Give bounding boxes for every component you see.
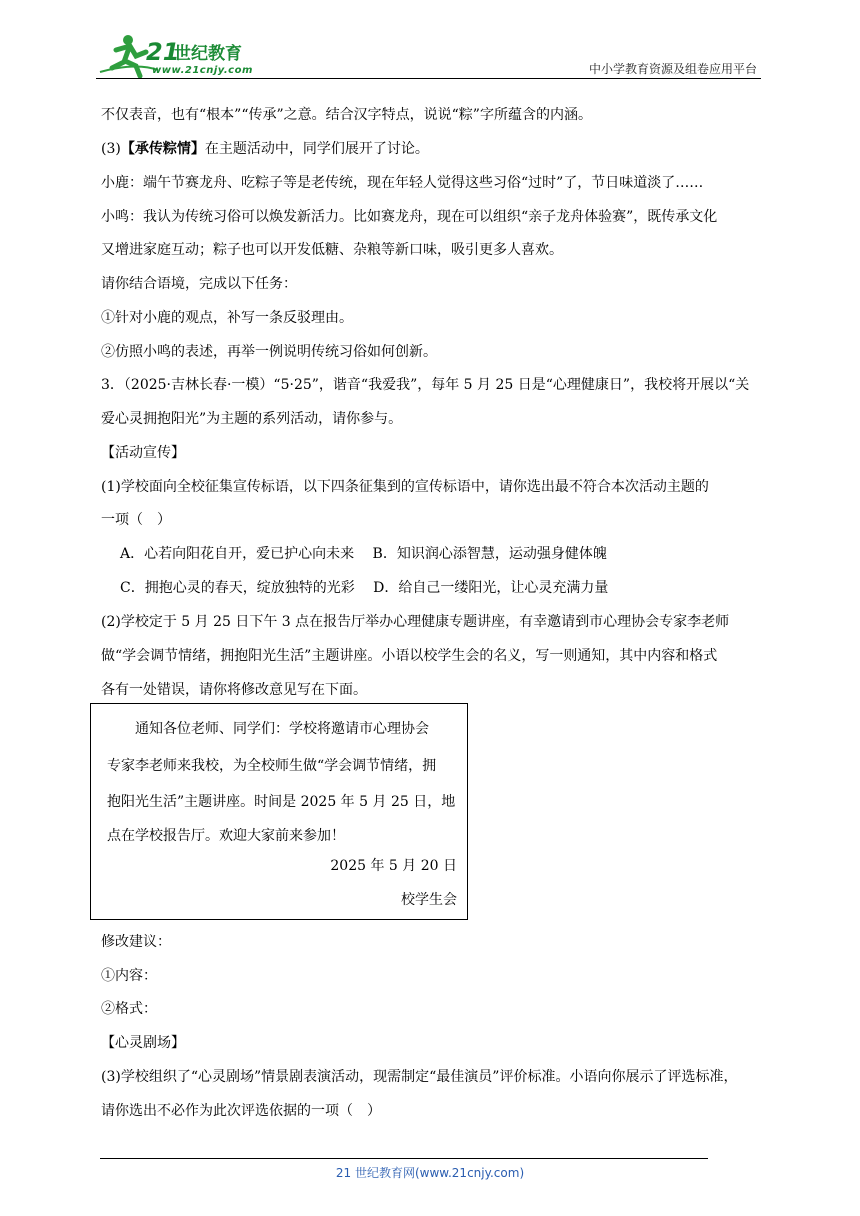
notice-date: 2025 年 5 月 20 日 <box>330 858 457 874</box>
text-line: 不仅表音，也有“根本”“传承”之意。结合汉字特点，说说“粽”字所蕴含的内涵。 <box>101 107 592 123</box>
text-line: 一项（ ） <box>101 512 171 528</box>
section-heading: 【心灵剧场】 <box>101 1035 185 1051</box>
notice-signer: 校学生会 <box>401 892 457 908</box>
footer-divider <box>100 1158 708 1159</box>
notice-line: 专家李老师来我校，为全校师生做“学会调节情绪，拥 <box>107 758 437 774</box>
text-line: 爱心灵拥抱阳光”为主题的系列活动，请你参与。 <box>101 411 403 427</box>
text-line: 各有一处错误，请你将修改意见写在下面。 <box>101 682 367 698</box>
header-divider <box>96 78 761 79</box>
notice-box <box>90 703 468 920</box>
text-line: (3)学校组织了“心灵剧场”情景剧表演活动，现需制定“最佳演员”评价标准。小语向你展示了评选标准， <box>101 1069 738 1085</box>
text-line: 请你结合语境，完成以下任务： <box>101 276 297 292</box>
svg-text:世纪教育: 世纪教育 <box>174 44 242 64</box>
answer-line-content: ①内容： <box>101 968 157 984</box>
text-line <box>101 139 429 159</box>
text-line: ②仿照小鸣的表述，再举一例说明传统习俗如何创新。 <box>101 344 437 360</box>
notice-line: 抱阳光生活”主题讲座。时间是 2025 年 5 月 25 日，地 <box>107 794 456 810</box>
answer-line-format: ②格式： <box>101 1001 157 1017</box>
text-line: 小鸣：我认为传统习俗可以焕发新活力。比如赛龙舟，现在可以组织“亲子龙舟体验赛”，既传承文化 <box>101 209 718 225</box>
text-line: (1)学校面向全校征集宣传标语，以下四条征集到的宣传标语中，请你选出最不符合本次活动主题的 <box>101 479 709 495</box>
section-heading: 【承传粽情】 <box>120 141 205 157</box>
notice-line: 通知各位老师、同学们：学校将邀请市心理协会 <box>135 721 429 737</box>
logo <box>96 32 266 78</box>
text-line: 修改建议： <box>101 934 171 950</box>
platform-name: 中小学教育资源及组卷应用平台 <box>588 62 757 76</box>
section-heading: 【活动宣传】 <box>101 445 185 461</box>
text-line: ①针对小鹿的观点，补写一条反驳理由。 <box>101 310 353 326</box>
svg-text:21: 21 <box>146 38 180 66</box>
text-segment: 在主题活动中，同学们展开了讨论。 <box>204 141 429 157</box>
text-line: 又增进家庭互动；粽子也可以开发低糖、杂粮等新口味，吸引更多人喜欢。 <box>101 242 563 258</box>
option-row: C．拥抱心灵的春天，绽放独特的光彩 D．给自己一缕阳光，让心灵充满力量 <box>120 580 609 596</box>
text-line: 做“学会调节情绪，拥抱阳光生活”主题讲座。小语以校学生会的名义，写一则通知，其中内容和格式 <box>101 648 718 664</box>
text-line: 小鹿：端午节赛龙舟、吃粽子等是老传统，现在年轻人觉得这些习俗“过时”了，节日味道淡了…… <box>101 175 704 191</box>
footer-link[interactable]: 21 世纪教育网(www.21cnjy.com) <box>335 1166 525 1180</box>
logo-icon <box>96 32 266 78</box>
svg-text:www.21cnjy.com: www.21cnjy.com <box>152 65 253 76</box>
text-line: 请你选出不必作为此次评选依据的一项（ ） <box>101 1103 381 1119</box>
notice-line: 点在学校报告厅。欢迎大家前来参加！ <box>107 828 345 844</box>
question-stem: 3．（2025·吉林长春·一模）“5·25”，谐音“我爱我”，每年 5 月 25 日是“心理健康日”，我校将开展以“关 <box>101 377 750 393</box>
page-header <box>0 0 860 80</box>
option-row: A．心若向阳花自开，爱已护心向未来 B．知识润心添智慧，运动强身健体魄 <box>120 546 607 562</box>
question-number: (3) <box>101 141 121 157</box>
text-line: (2)学校定于 5 月 25 日下午 3 点在报告厅举办心理健康专题讲座，有幸邀请到市心理协会专家李老师 <box>101 614 730 630</box>
